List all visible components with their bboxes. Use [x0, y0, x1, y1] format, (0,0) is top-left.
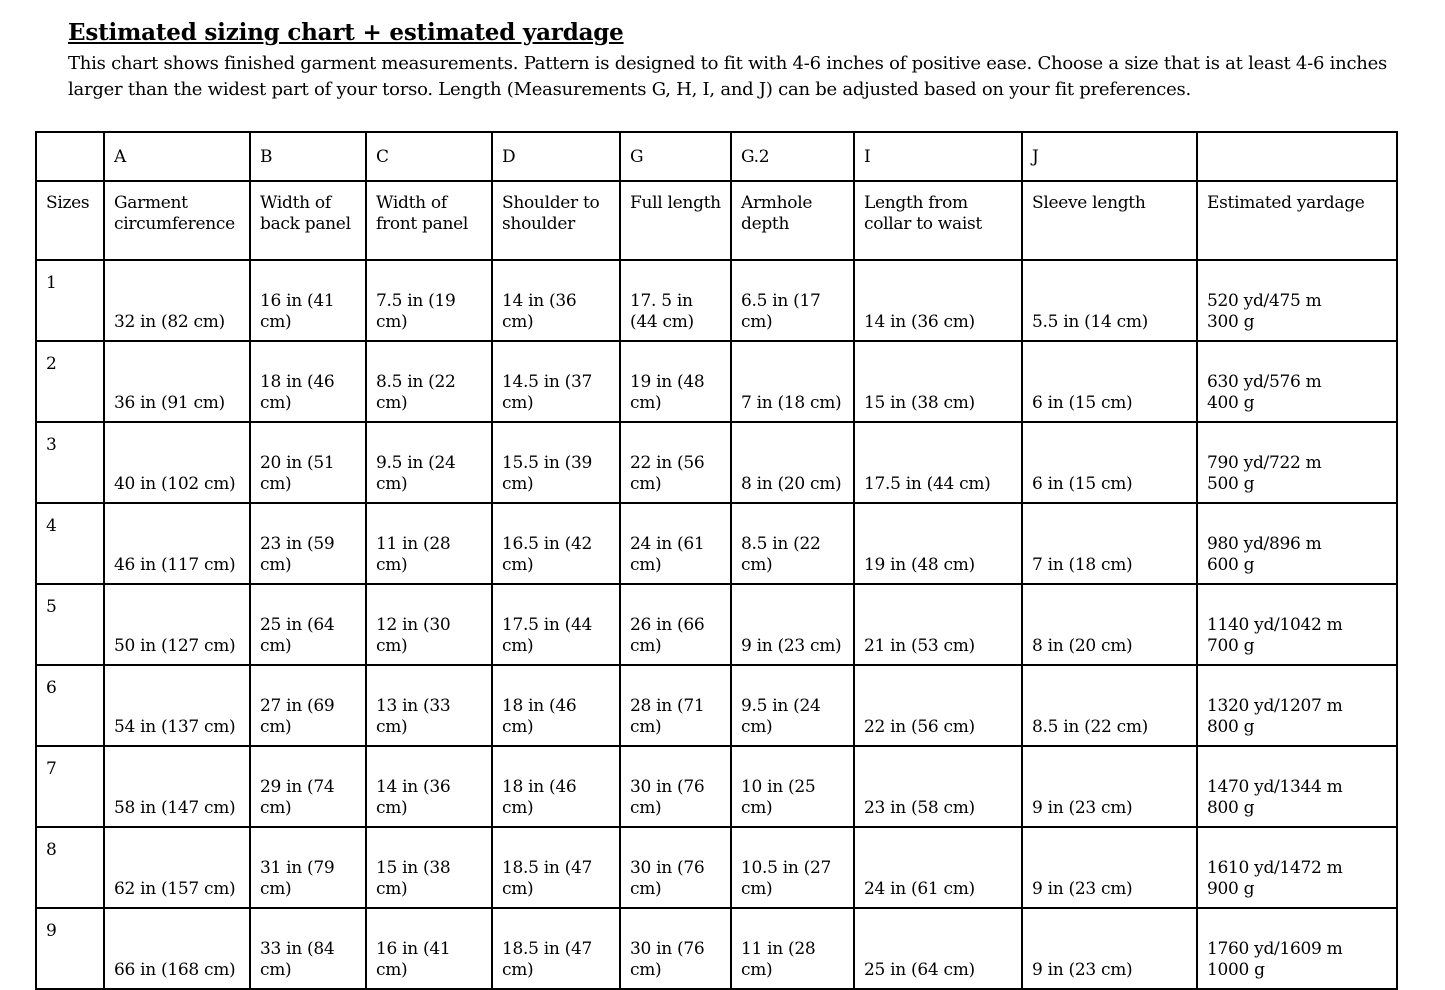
measurement-cell: 19 in (48 cm) — [620, 341, 731, 422]
yardage-cell — [1197, 503, 1397, 584]
yardage-cell — [1197, 665, 1397, 746]
measurement-cell: 18.5 in (47 cm) — [492, 827, 620, 908]
measurement-cell: 14 in (36 cm) — [854, 260, 1022, 341]
column-header: Garment circumference — [104, 181, 250, 260]
table-row — [36, 746, 1397, 827]
measurement-cell: 14.5 in (37 cm) — [492, 341, 620, 422]
letter-cell — [1197, 132, 1397, 181]
measurement-cell: 30 in (76 cm) — [620, 908, 731, 989]
measurement-cell: 17. 5 in (44 cm) — [620, 260, 731, 341]
measurement-cell: 12 in (30 cm) — [366, 584, 492, 665]
measurement-cell: 11 in (28 cm) — [366, 503, 492, 584]
yardage-cell — [1197, 341, 1397, 422]
measurement-cell: 26 in (66 cm) — [620, 584, 731, 665]
measurement-cell: 18 in (46 cm) — [250, 341, 366, 422]
measurement-cell: 22 in (56 cm) — [854, 665, 1022, 746]
column-header: Armhole depth — [731, 181, 854, 260]
size-cell: 5 — [36, 584, 104, 665]
column-header: Sizes — [36, 181, 104, 260]
yardage-weight: 600 g — [1207, 555, 1255, 575]
measurement-cell: 11 in (28 cm) — [731, 908, 854, 989]
measurement-cell: 9.5 in (24 cm) — [366, 422, 492, 503]
column-header: Shoulder to shoulder — [492, 181, 620, 260]
size-cell: 6 — [36, 665, 104, 746]
measurement-cell: 9 in (23 cm) — [1022, 746, 1197, 827]
letter-cell: G — [620, 132, 731, 181]
measurement-cell: 8 in (20 cm) — [1022, 584, 1197, 665]
measurement-cell: 18 in (46 cm) — [492, 746, 620, 827]
yardage-weight: 800 g — [1207, 717, 1255, 737]
measurement-cell: 25 in (64 cm) — [250, 584, 366, 665]
measurement-cell: 9 in (23 cm) — [1022, 908, 1197, 989]
measurement-cell: 15 in (38 cm) — [366, 827, 492, 908]
column-header: Width of back panel — [250, 181, 366, 260]
yardage-weight: 1000 g — [1207, 960, 1265, 980]
measurement-cell: 54 in (137 cm) — [104, 665, 250, 746]
measurement-cell: 58 in (147 cm) — [104, 746, 250, 827]
table-row — [36, 422, 1397, 503]
measurement-cell: 8.5 in (22 cm) — [731, 503, 854, 584]
yardage-weight: 400 g — [1207, 393, 1255, 413]
measurement-cell: 25 in (64 cm) — [854, 908, 1022, 989]
yardage-cell — [1197, 827, 1397, 908]
measurement-cell: 7 in (18 cm) — [1022, 503, 1197, 584]
measurement-cell: 33 in (84 cm) — [250, 908, 366, 989]
yardage-cell — [1197, 422, 1397, 503]
letter-cell: J — [1022, 132, 1197, 181]
letter-cell: B — [250, 132, 366, 181]
measurement-cell: 50 in (127 cm) — [104, 584, 250, 665]
measurement-cell: 10 in (25 cm) — [731, 746, 854, 827]
measurement-cell: 10.5 in (27 cm) — [731, 827, 854, 908]
sizing-table — [35, 131, 1398, 990]
measurement-cell: 29 in (74 cm) — [250, 746, 366, 827]
table-row — [36, 908, 1397, 989]
measurement-cell: 40 in (102 cm) — [104, 422, 250, 503]
measurement-cell: 23 in (59 cm) — [250, 503, 366, 584]
yardage-length: 1760 yd/1609 m — [1207, 939, 1343, 959]
letter-cell: A — [104, 132, 250, 181]
measurement-cell: 6.5 in (17 cm) — [731, 260, 854, 341]
column-header: Width of front panel — [366, 181, 492, 260]
yardage-weight: 300 g — [1207, 312, 1255, 332]
yardage-length: 1140 yd/1042 m — [1207, 615, 1343, 635]
measurement-cell: 30 in (76 cm) — [620, 746, 731, 827]
measurement-cell: 5.5 in (14 cm) — [1022, 260, 1197, 341]
yardage-weight: 700 g — [1207, 636, 1255, 656]
measurement-cell: 7.5 in (19 cm) — [366, 260, 492, 341]
yardage-cell — [1197, 584, 1397, 665]
letter-cell: G.2 — [731, 132, 854, 181]
column-header: Full length — [620, 181, 731, 260]
yardage-weight: 800 g — [1207, 798, 1255, 818]
measurement-cell: 31 in (79 cm) — [250, 827, 366, 908]
yardage-cell — [1197, 260, 1397, 341]
letter-cell: D — [492, 132, 620, 181]
measurement-cell: 9 in (23 cm) — [1022, 827, 1197, 908]
size-cell: 1 — [36, 260, 104, 341]
table-row — [36, 341, 1397, 422]
measurement-cell: 9 in (23 cm) — [731, 584, 854, 665]
measurement-cell: 16 in (41 cm) — [366, 908, 492, 989]
measurement-cell: 6 in (15 cm) — [1022, 422, 1197, 503]
yardage-length: 1470 yd/1344 m — [1207, 777, 1343, 797]
measurement-cell: 15 in (38 cm) — [854, 341, 1022, 422]
intro-paragraph: This chart shows finished garment measurements. Pattern is designed to fit with 4-6 inches of positive ease. Choose a size that is at least 4-6 inches larger than the widest part of your torso. Length (Measurements G, H, I, and J) can be adjusted based on your fit preferences. — [68, 53, 1388, 100]
measurement-cell: 22 in (56 cm) — [620, 422, 731, 503]
letter-cell: C — [366, 132, 492, 181]
column-header: Sleeve length — [1022, 181, 1197, 260]
measurement-cell: 20 in (51 cm) — [250, 422, 366, 503]
yardage-cell — [1197, 746, 1397, 827]
measurement-cell: 7 in (18 cm) — [731, 341, 854, 422]
measurement-cell: 8 in (20 cm) — [731, 422, 854, 503]
yardage-length: 980 yd/896 m — [1207, 534, 1322, 554]
measurement-cell: 66 in (168 cm) — [104, 908, 250, 989]
measurement-cell: 19 in (48 cm) — [854, 503, 1022, 584]
measurement-cell: 36 in (91 cm) — [104, 341, 250, 422]
measurement-cell: 13 in (33 cm) — [366, 665, 492, 746]
measurement-cell: 16 in (41 cm) — [250, 260, 366, 341]
measurement-cell: 62 in (157 cm) — [104, 827, 250, 908]
measurement-cell: 8.5 in (22 cm) — [366, 341, 492, 422]
measurement-cell: 8.5 in (22 cm) — [1022, 665, 1197, 746]
measurement-cell: 16.5 in (42 cm) — [492, 503, 620, 584]
measurement-cell: 14 in (36 cm) — [492, 260, 620, 341]
column-header: Estimated yardage — [1197, 181, 1397, 260]
yardage-length: 1610 yd/1472 m — [1207, 858, 1343, 878]
yardage-cell — [1197, 908, 1397, 989]
measurement-cell: 24 in (61 cm) — [854, 827, 1022, 908]
measurement-cell: 28 in (71 cm) — [620, 665, 731, 746]
yardage-weight: 900 g — [1207, 879, 1255, 899]
letter-cell — [36, 132, 104, 181]
measurement-cell: 30 in (76 cm) — [620, 827, 731, 908]
measurement-letter-row — [36, 132, 1397, 181]
size-cell: 4 — [36, 503, 104, 584]
measurement-cell: 17.5 in (44 cm) — [854, 422, 1022, 503]
measurement-cell: 24 in (61 cm) — [620, 503, 731, 584]
table-row — [36, 503, 1397, 584]
measurement-cell: 6 in (15 cm) — [1022, 341, 1197, 422]
table-row — [36, 584, 1397, 665]
measurement-cell: 17.5 in (44 cm) — [492, 584, 620, 665]
measurement-cell: 32 in (82 cm) — [104, 260, 250, 341]
letter-cell: I — [854, 132, 1022, 181]
measurement-cell: 46 in (117 cm) — [104, 503, 250, 584]
page-title: Estimated sizing chart + estimated yardage — [68, 19, 624, 46]
table-row — [36, 827, 1397, 908]
measurement-cell: 27 in (69 cm) — [250, 665, 366, 746]
column-header-row — [36, 181, 1397, 260]
yardage-weight: 500 g — [1207, 474, 1255, 494]
size-cell: 3 — [36, 422, 104, 503]
yardage-length: 790 yd/722 m — [1207, 453, 1322, 473]
measurement-cell: 18 in (46 cm) — [492, 665, 620, 746]
yardage-length: 520 yd/475 m — [1207, 291, 1322, 311]
measurement-cell: 15.5 in (39 cm) — [492, 422, 620, 503]
table-row — [36, 665, 1397, 746]
size-cell: 2 — [36, 341, 104, 422]
measurement-cell: 9.5 in (24 cm) — [731, 665, 854, 746]
size-cell: 9 — [36, 908, 104, 989]
measurement-cell: 21 in (53 cm) — [854, 584, 1022, 665]
measurement-cell: 18.5 in (47 cm) — [492, 908, 620, 989]
yardage-length: 1320 yd/1207 m — [1207, 696, 1343, 716]
yardage-length: 630 yd/576 m — [1207, 372, 1322, 392]
measurement-cell: 14 in (36 cm) — [366, 746, 492, 827]
table-row — [36, 260, 1397, 341]
size-cell: 7 — [36, 746, 104, 827]
size-cell: 8 — [36, 827, 104, 908]
column-header: Length from collar to waist — [854, 181, 1022, 260]
measurement-cell: 23 in (58 cm) — [854, 746, 1022, 827]
